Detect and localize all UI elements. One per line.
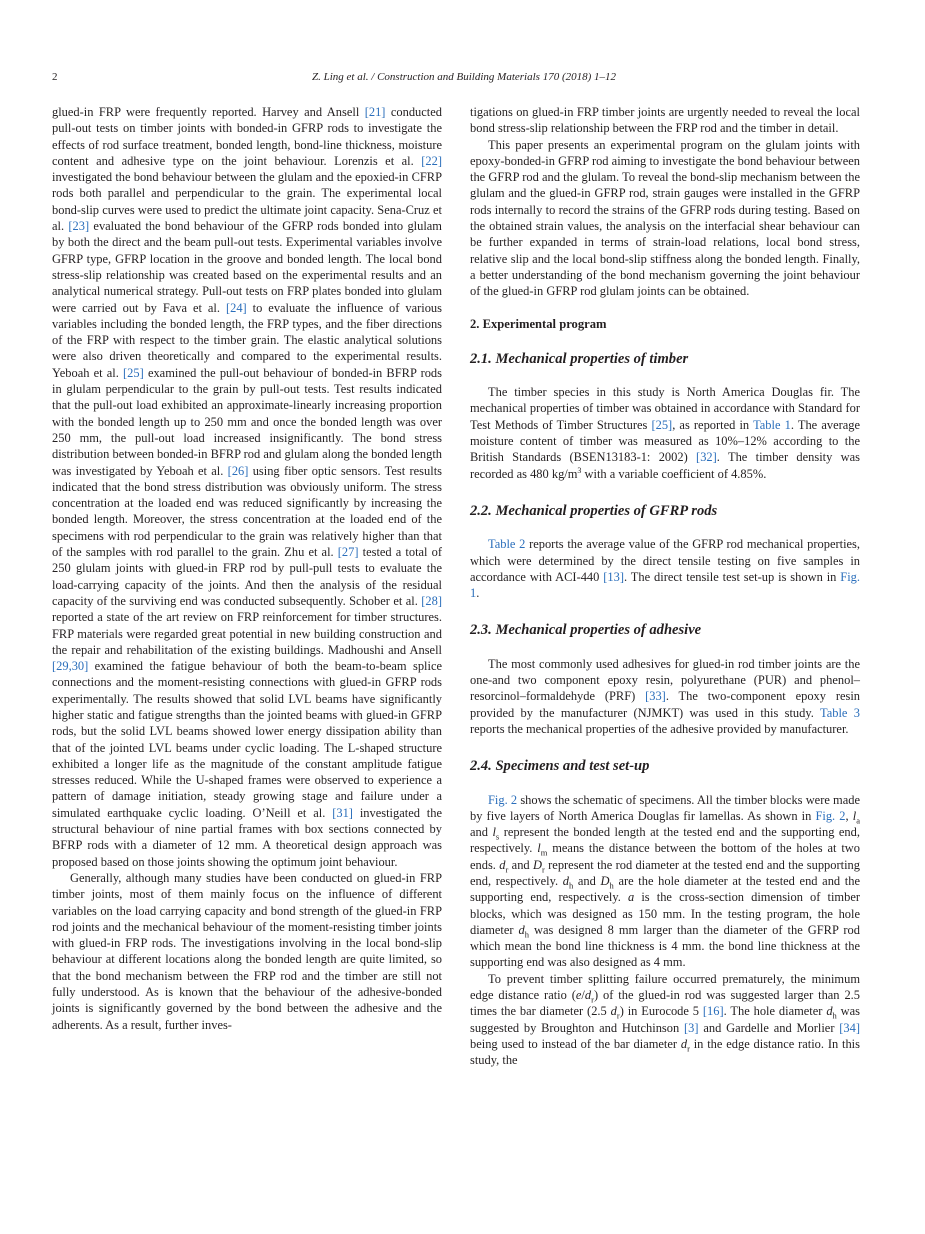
text: investigated the bond behaviour between the glulam and the epoxied-in CFRP rods both parallel and perpendicular to the grain. The experimental local bond-slip curves were used to predict the ultimate joint capacity. Sena-Cruz et al. — [52, 170, 442, 234]
text: To prevent timber splitting failure occurred prematurely, the minimum edge distance ratio ( — [470, 971, 860, 1003]
citation-link[interactable]: [21] — [364, 105, 386, 119]
text: means the distance between the bottom of the holes at two ends. — [470, 841, 860, 872]
math-var: l — [852, 808, 857, 823]
text: conducted pull-out tests on timber joints with bonded-in GFRP rods to investigate the effects of rod surface treatment, bonded length, bond-line thickness, moisture content and adhesive type on the joint behaviour. Lorenzis et al. — [52, 105, 442, 168]
math-var: d — [518, 922, 525, 937]
text: ) in Eurocode 5 — [619, 1004, 703, 1019]
paragraph-continued: tigations on glued-in FRP timber joints are urgently needed to reveal the local bond stress-slip relationship between the FRP rod and the timber in detail. — [470, 105, 860, 136]
math-var: d — [584, 988, 592, 1003]
text: , as reported in — [672, 417, 754, 432]
citation-link[interactable]: [13] — [603, 569, 625, 584]
paragraph-paper-aim: This paper presents an experimental program on the glulam joints with epoxy-bonded-in GFRP rod aiming to investigate the bond behaviour between the GFRP rod and the glulam. To reveal the bond-slip mechanism between the glulam and the glued-in GFRP rod, strain gauges were installed in the GFRP rods internally to record the strains of the GFRP rods during testing. Based on the obtained strain values, the analysis on the interfacial shear behaviour can be further expanded in terms of strain-load relations, local bond stress, relative slip and the local bond-slip stiffness along the bonded length. Finally, a better understanding of the bond mechanism governing the joint behaviour of the glued-in GFRP rod glulam joints can be obtained. — [470, 137, 860, 299]
paragraph-gfrp-properties — [470, 536, 860, 601]
text: to evaluate the influence of various variables including the bonded length, the FRP types, and the fiber directions of the FRP with respect to the timber grain. The elastic analytical solutions were also driven theoretically and compared to the experimental results. Yeboah et al. — [52, 300, 442, 380]
text: was designed 8 mm larger than the diameter of the GFRP rod which mean the bond line thickness is 4 mm. the bond line thickness at the supporting end was also designed as 4 mm. — [470, 922, 860, 970]
paragraph-adhesive-properties — [470, 656, 860, 737]
text: The timber species in this study is North America Douglas fir. The mechanical properties of timber was obtained in accordance with Standard for Test Methods of Timber Structures — [470, 385, 860, 432]
text: represent the bonded length at the tested end and the supporting end, respectively. — [470, 825, 860, 856]
citation-link[interactable]: [22] — [421, 153, 442, 168]
text: reports the average value of the GFRP rod mechanical properties, which were determined by the direct tensile testing on five samples in accordance with ACI-440 — [470, 537, 860, 584]
math-var: e — [575, 988, 582, 1003]
text: . The hole diameter — [723, 1004, 827, 1019]
text: glued-in FRP were frequently reported. Harvey and Ansell — [52, 105, 365, 119]
text: . — [476, 586, 480, 601]
math-var: d — [680, 1036, 688, 1051]
paragraph-edge-distance — [470, 971, 860, 1069]
math-var: d — [826, 1004, 833, 1019]
citation-link[interactable]: [31] — [332, 805, 353, 820]
page-number: 2 — [52, 71, 58, 83]
text: reported a state of the art review on FRP reinforcement for timber structures. FRP materials were regarded great potential in new building construction and the repair and rehabilitation of the existing buildings. Madhoushi and Ansell — [52, 610, 442, 657]
subscript: s — [495, 831, 500, 842]
citation-link[interactable]: [33] — [645, 689, 666, 704]
text: shows the schematic of specimens. All the timber blocks were made by five layers of North America Douglas fir lamellas. As shown in — [470, 792, 860, 823]
citation-link[interactable]: [27] — [337, 545, 359, 560]
subscript: a — [856, 815, 860, 826]
text: and — [508, 857, 533, 872]
text: using fiber optic sensors. Test results indicated that the bond stress distribution was obviously uniform. The stress concentration at the loaded end was reduced significantly by increasing the bonded length. Moreover, the stress concentration at the loaded end of the specimens with rod perpendicular to the grain was relatively higher than that of the samples with rod parallel to the grain. Zhu et al. — [52, 463, 442, 560]
subscript: r — [505, 864, 509, 875]
math-var: l — [492, 825, 496, 840]
math-var: d — [610, 1004, 617, 1019]
citation-link[interactable]: [24] — [225, 300, 247, 315]
text: is the cross-section dimension of timber blocks, which was designed as 150 mm. In the testing program, the hole diameter — [470, 890, 860, 937]
math-var: d — [499, 857, 506, 872]
table-link[interactable]: Table 2 — [488, 537, 526, 552]
page-header — [52, 71, 876, 87]
text: with a variable coefficient of 4.85%. — [581, 466, 767, 481]
text: and Gardelle and Morlier — [698, 1020, 840, 1035]
subscript: h — [609, 880, 614, 891]
text: in the edge distance ratio. In this study, the — [470, 1036, 860, 1068]
citation-link[interactable]: [28] — [421, 593, 442, 608]
math-var: D — [532, 857, 542, 872]
math-var: a — [628, 890, 635, 905]
citation-link[interactable]: [34] — [839, 1020, 860, 1035]
text: . The direct tensile test set-up is shown in — [624, 569, 841, 584]
text: , — [845, 808, 853, 823]
figure-link[interactable]: Fig. 1 — [470, 569, 860, 601]
table-link[interactable]: Table 3 — [820, 705, 860, 720]
paragraph-specimens — [470, 792, 860, 971]
subscript: h — [524, 929, 529, 940]
text: are the hole diameter at the tested end and the supporting end, respectively. — [470, 873, 860, 905]
citation-link[interactable]: [3] — [684, 1020, 699, 1035]
running-head: Z. Ling et al. / Construction and Building Materials 170 (2018) 1–12 — [311, 71, 617, 83]
text: investigated the structural behaviour of nine partial frames with box sections connected by BFRP rods with a diameter of 12 mm. A theoretical design approach was proposed based on those joints showing the optimum joint behaviour. — [52, 805, 442, 869]
citation-link[interactable]: [25] — [651, 417, 673, 432]
citation-link[interactable]: [16] — [702, 1004, 724, 1019]
subsection-heading-specimens: 2.4. Specimens and test set-up — [470, 758, 650, 775]
subscript: r — [541, 864, 545, 875]
text: reports the mechanical properties of the adhesive provided by manufacturer. — [470, 721, 849, 736]
figure-link[interactable]: Fig. 2 — [488, 792, 518, 807]
citation-link[interactable]: [29,30] — [52, 659, 89, 674]
citation-link[interactable]: [32] — [696, 450, 717, 465]
text: The most commonly used adhesives for glued-in rod timber joints are the one-and two component epoxy resin, polyurethane (PUR) and phenol–resorcinol–formaldehyde (PRF) — [470, 656, 860, 704]
text: examined the fatigue behaviour of both the beam-to-beam splice connections and the moment-resisting connections with glued-in GFRP rods experimentally. The results showed that solid LVL beams have significantly higher static and fatigue strengths than the jointed beams with glued-in GFRP rods, but the solid LVL beams showed lower energy dissipation ability than that of the jointed LVL beams under cyclic loading. The L-shaped structure exhibited a longer life as the magnitude of the constant amplitude fatigue stresses reduced. While the U-shaped frames were observed to experience a pattern of damage initiation, steady growing stage and failure under a simulated earthquake cyclic loading. O’Neill et al. — [52, 659, 442, 820]
text: . The two-component epoxy resin provided by the manufacturer (NJMKT) was used in this study. — [470, 689, 860, 720]
citation-link[interactable]: [25] — [123, 365, 144, 380]
math-var: D — [600, 873, 610, 888]
subsection-heading-timber: 2.1. Mechanical properties of timber — [470, 350, 689, 367]
subscript: m — [540, 847, 548, 858]
math-var: d — [562, 873, 569, 888]
text: ) of the glued-in rod was suggested larger than 2.5 times the bar diameter (2.5 — [470, 988, 860, 1019]
text: / — [581, 988, 585, 1003]
subsection-heading-gfrp: 2.2. Mechanical properties of GFRP rods — [470, 502, 718, 519]
left-column — [52, 104, 442, 1033]
subscript: r — [591, 994, 594, 1005]
text: and — [470, 825, 493, 840]
citation-link[interactable]: [26] — [227, 463, 249, 478]
text: examined the pull-out behaviour of bonded-in BFRP rods in glulam perpendicular to the grain by pull-out tests. Test results indicated that the pull-out load exhibited an approximate-linearly increasing proportion with the bonded length up to 250 mm and once the bonded length was over 250 mm, the pull-out load increased insignificantly. The bond stress distribution between bonded-in BFRP rod and glulam along the bonded length was investigated by Yeboah et al. — [52, 365, 442, 478]
text: tested a total of 250 glulam joints with glued-in FRP rod by pull-pull tests to evaluate the load-carrying capacity of the joints. And then the analysis of the residual capacity of the surviving end was conducted subsequently. Schober et al. — [52, 545, 443, 608]
paragraph-timber-properties — [470, 384, 860, 482]
text: was suggested by Broughton and Hutchinson — [470, 1004, 861, 1035]
text: evaluated the bond behaviour of the GFRP rods bonded into glulam by both the direct and the beam pull-out tests. Experimental variables involve GFRP type, GFRP location in the groove and bonded length. The local bond stress-slip relationship was created based on the experimental results and an analytical numerical strategy. Pull-out tests on FRP plates bonded into glulam were carried out by Fava et al. — [52, 219, 442, 315]
text: . The timber density was recorded as 480 kg/m — [470, 450, 860, 481]
section-heading-experimental-program: 2. Experimental program — [470, 316, 607, 331]
text: and — [573, 873, 601, 888]
table-link[interactable]: Table 1 — [753, 417, 791, 432]
figure-link[interactable]: Fig. 2 — [815, 808, 846, 823]
text: being used to instead of the bar diameter — [470, 1036, 681, 1051]
citation-link[interactable]: [23] — [68, 219, 90, 234]
text: represent the rod diameter at the tested end and the supporting end, respectively. — [470, 857, 860, 888]
paragraph-literature-review — [52, 104, 442, 870]
subscript: h — [569, 880, 574, 891]
right-column — [470, 104, 860, 1069]
paragraph-research-gap: Generally, although many studies have been conducted on glued-in FRP timber joints, most of them mainly focus on the influence of different variables on the load carrying capacity and bond strength of the glued-in FRP rod joints and the mechanical behaviour of the moment-resisting timber joints with glued-in FRP rods. The investigations involving in the local bond-slip behaviour at different locations along the bonded length are quite limited, so that the bond mechanism between the FRP rod and the timber are still not fully understood. As is known that the behaviour of the adhesive-bonded joints is significantly governed by the bond between the adhesive and the adherents. As a result, further inves- — [52, 870, 442, 1032]
subscript: h — [832, 1010, 837, 1021]
subscript: r — [616, 1010, 620, 1021]
text: . The average moisture content of timber was measured as 10%–12% according to the British Standards (BSEN13183-1: 2002) — [470, 417, 860, 465]
subscript: r — [687, 1043, 690, 1054]
subsection-heading-adhesive: 2.3. Mechanical properties of adhesive — [470, 622, 702, 639]
superscript: 3 — [577, 465, 582, 475]
math-var: l — [537, 841, 541, 856]
